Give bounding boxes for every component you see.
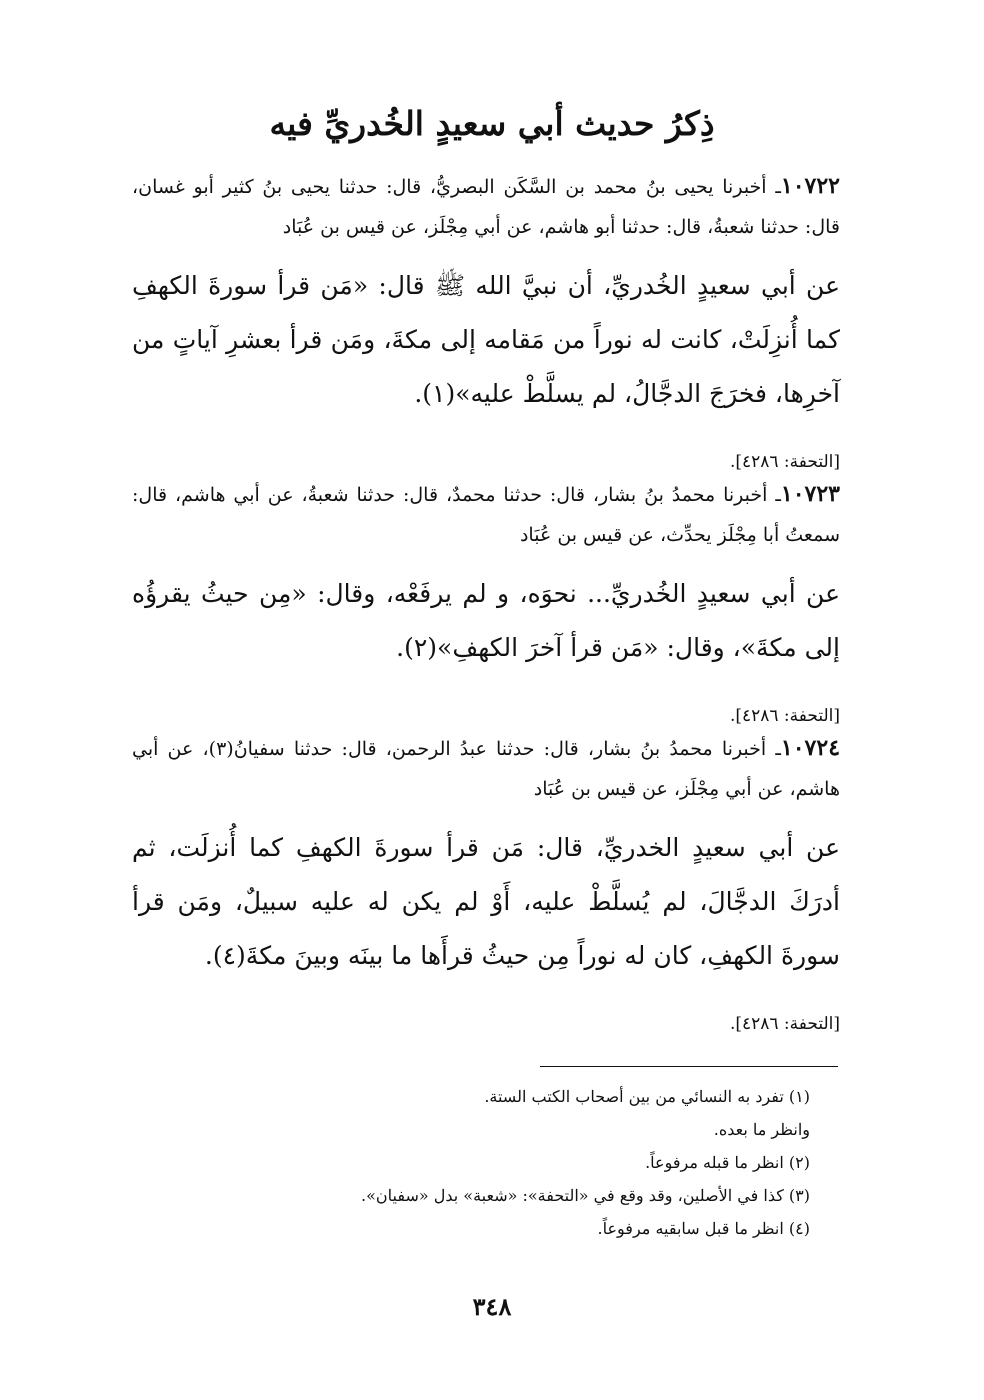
hadith-number: ١٠٧٢٤ bbox=[780, 735, 841, 761]
hadith-matn: عن أبي سعيدٍ الخُدريِّ... نحوَه، و لم يرفَعْه، وقال: «مِن حيثُ يقرؤُه إلى مكةَ»، وقال: «مَن قرأ آخرَ الكهفِ»(٢). bbox=[132, 579, 840, 662]
footnotes bbox=[300, 1080, 810, 1245]
tuhfa-reference: [التحفة: ٤٢٨٦]. bbox=[729, 1014, 840, 1034]
hadith-matn: عن أبي سعيدٍ الخُدريِّ، أن نبيَّ الله ﷺ قال: «مَن قرأ سورةَ الكهفِ كما أُنزِلَتْ، كانت له نوراً من مَقامه إلى مكةَ، ومَن قرأ بعشرِ آياتٍ من آخرِها، فخرَجَ الدجَّالُ، لم يسلَّطْ عليه»(١). bbox=[132, 271, 840, 408]
footnote-4: (٤) انظر ما قبل سابقيه مرفوعاً. bbox=[597, 1219, 810, 1238]
footnote-3: (٣) كذا في الأصلين، وقد وقع في «التحفة»: «شعبة» بدل «سفيان». bbox=[361, 1186, 810, 1205]
hadith-isnad bbox=[132, 728, 840, 809]
hadith-number: ١٠٧٢٣ bbox=[780, 481, 840, 507]
hadith-isnad bbox=[132, 166, 840, 247]
hadith-matn: عن أبي سعيدٍ الخدريِّ، قال: مَن قرأ سورةَ الكهفِ كما أُنزلَت، ثم أدرَكَ الدجَّالَ، لم يُسلَّطْ عليه، أَوْ لم يكن له عليه سبيلٌ، ومَن قرأ سورةَ الكهفِ، كان له نوراً مِن حيثُ قرأَها ما بينَه وبينَ مكةَ(٤). bbox=[132, 833, 840, 970]
hadith-10723 bbox=[132, 474, 840, 731]
footnote-1-continued: وانظر ما بعده. bbox=[713, 1120, 810, 1139]
isnad-text: ـ أخبرنا محمدُ بنُ بشار، قال: حدثنا عبدُ الرحمن، قال: حدثنا سفيانُ(٣)، عن أبي هاشم، عن أبي مِجْلَز، عن قيس بن عُبَاد bbox=[132, 738, 840, 800]
page-number: ٣٤٨ bbox=[472, 1292, 512, 1321]
chapter-title: ذِكرُ حديث أبي سعيدٍ الخُدريِّ فيه bbox=[269, 104, 715, 143]
footnote-1: (١) تفرد به النسائي من بين أصحاب الكتب الستة. bbox=[484, 1087, 810, 1106]
isnad-text: ـ أخبرنا محمدُ بنُ بشار، قال: حدثنا محمدٌ، قال: حدثنا شعبةُ، عن أبي هاشم، قال: سمعتُ أبا مِجْلَز يحدِّث، عن قيس بن عُبَاد bbox=[132, 484, 840, 546]
hadith-isnad bbox=[132, 474, 840, 555]
tuhfa-reference: [التحفة: ٤٢٨٦]. bbox=[729, 706, 840, 726]
footnote-2: (٢) انظر ما قبله مرفوعاً. bbox=[645, 1153, 810, 1172]
hadith-10724 bbox=[132, 728, 840, 1039]
tuhfa-reference: [التحفة: ٤٢٨٦]. bbox=[729, 452, 840, 472]
hadith-10722 bbox=[132, 166, 840, 477]
isnad-text: ـ أخبرنا يحيى بنُ محمد بن السَّكَن البصريُّ، قال: حدثنا يحيى بنُ كثير أبو غسان، قال: حدثنا شعبةُ، قال: حدثنا أبو هاشم، عن أبي مِجْلَز، عن قيس بن عُبَاد bbox=[132, 176, 840, 238]
footnote-divider bbox=[540, 1066, 838, 1067]
hadith-number: ١٠٧٢٢ bbox=[780, 173, 840, 199]
